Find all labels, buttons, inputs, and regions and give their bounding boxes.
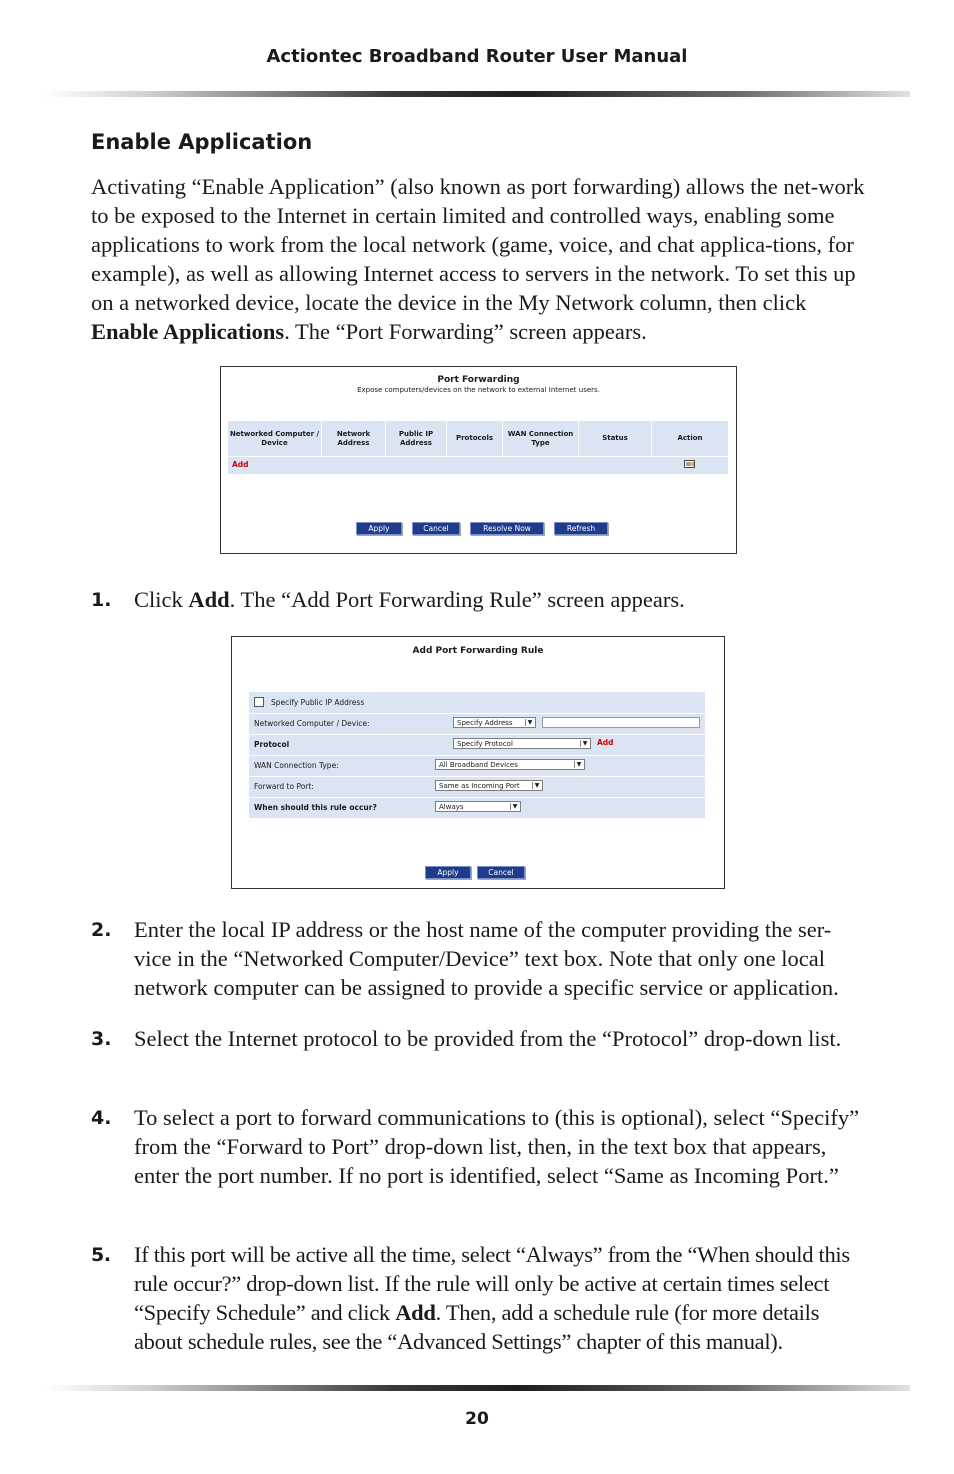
step-text: If this port will be active all the time, select “Always” from the “When should this rule occur?” drop-down list. If the rule will only be active at certain times select “Specify Schedule” and click Add. Then, add a schedule rule (for more details about schedule rules, see the “Advanced Settings” chapter of this manual).: [134, 1242, 850, 1354]
pf-col-wan: WAN Connection Type: [503, 421, 579, 456]
add-rule-screenshot: [231, 636, 725, 889]
apf-apply-button[interactable]: Apply: [425, 866, 471, 879]
port-forwarding-screenshot: [220, 366, 737, 554]
chevron-down-icon: ▼: [510, 803, 519, 810]
step-number: 4.: [91, 1107, 112, 1129]
step-text: To select a port to forward communications to (this is optional), select “Specify” from the “Forward to Port” drop-down list, then, in the text box that appears, enter the port number. If no port is identified, select “Same as Incoming Port.”: [134, 1105, 860, 1188]
step-number: 5.: [91, 1244, 111, 1266]
wan-select[interactable]: All Broadband Devices ▼: [435, 759, 585, 770]
protocol-add-link[interactable]: Add: [597, 738, 614, 747]
step-2: [91, 915, 866, 1002]
step-5: [91, 1240, 866, 1356]
pf-col-status: Status: [579, 421, 652, 456]
specify-public-ip-label: Specify Public IP Address: [271, 698, 365, 707]
pf-table: [228, 421, 728, 474]
apf-row-public-ip: [249, 692, 705, 714]
intro-bold: Enable Applications: [91, 319, 285, 344]
wan-label: WAN Connection Type:: [254, 761, 339, 770]
step-number: 3.: [91, 1028, 112, 1050]
protocol-label: Protocol: [254, 740, 290, 749]
step-text: Click Add. The “Add Port Forwarding Rule” screen appears.: [134, 587, 685, 612]
chevron-down-icon: ▼: [532, 782, 541, 789]
pf-col-protocols: Protocols: [447, 421, 503, 456]
pf-cancel-button[interactable]: Cancel: [412, 522, 460, 535]
apf-row-protocol: [249, 734, 705, 756]
intro-text-end: . The “Port Forwarding” screen appears.: [284, 319, 647, 344]
manual-title: Actiontec Broadband Router User Manual: [266, 46, 688, 67]
pf-resolve-now-button[interactable]: Resolve Now: [470, 522, 544, 535]
pf-col-networked: Networked Computer / Device: [228, 421, 322, 456]
step-1: [91, 585, 866, 614]
step-text: Select the Internet protocol to be provided from the “Protocol” drop-down list.: [134, 1026, 842, 1051]
forward-label: Forward to Port:: [254, 782, 314, 791]
forward-select[interactable]: Same as Incoming Port ▼: [435, 780, 543, 791]
apf-cancel-button[interactable]: Cancel: [477, 866, 525, 879]
pf-button-bar: [356, 522, 608, 535]
step-number: 1.: [91, 589, 112, 611]
specify-public-ip-checkbox[interactable]: [254, 697, 264, 707]
pf-col-network-address: Network Address: [322, 421, 386, 456]
intro-text: Activating “Enable Application” (also known as port forwarding) allows the net-work to be exposed to the Internet in certain limited and controlled ways, enabling some applications to work from the local network (game, voice, and chat applica-tions, for example), as well as allowing Internet access to servers in the network. To set this up on a networked device, locate the device in the My Network column, then click: [91, 174, 865, 315]
pf-subtitle: Expose computers/devices on the network to external Internet users.: [357, 386, 600, 394]
section-heading: Enable Application: [91, 130, 313, 154]
pf-col-public-ip: Public IP Address: [386, 421, 447, 456]
protocol-select[interactable]: Specify Protocol ▼: [453, 738, 591, 749]
when-select[interactable]: Always ▼: [435, 801, 521, 812]
header-divider: [45, 91, 910, 97]
networked-label: Networked Computer / Device:: [254, 719, 370, 728]
intro-paragraph: [91, 172, 871, 346]
networked-select[interactable]: Specify Address ▼: [453, 717, 536, 728]
apf-row-when: [249, 797, 705, 818]
page-number: 20: [465, 1409, 489, 1429]
pf-apply-button[interactable]: Apply: [356, 522, 402, 535]
step-text: Enter the local IP address or the host name of the computer providing the ser-vice in the “Networked Computer/Device” text box. Note that only one local network computer can be assigned to provide a specific service or application.: [134, 917, 839, 1000]
apf-button-bar: [425, 866, 525, 879]
apf-row-forward: [249, 776, 705, 798]
networked-text-input[interactable]: [542, 717, 700, 728]
chevron-down-icon: ▼: [525, 719, 534, 726]
chevron-down-icon: ▼: [574, 761, 583, 768]
apf-form: [249, 692, 705, 818]
apf-title: Add Port Forwarding Rule: [412, 646, 544, 656]
when-label: When should this rule occur?: [254, 803, 377, 812]
step-4: [91, 1103, 866, 1190]
pf-refresh-button[interactable]: Refresh: [554, 522, 608, 535]
step-3: [91, 1024, 866, 1053]
edit-icon[interactable]: [684, 460, 695, 468]
pf-title: Port Forwarding: [437, 375, 520, 385]
pf-add-link[interactable]: Add: [232, 460, 249, 469]
apf-row-wan: [249, 755, 705, 777]
footer-divider: [45, 1385, 910, 1391]
apf-row-networked: [249, 713, 705, 735]
chevron-down-icon: ▼: [580, 740, 589, 747]
pf-add-row: [228, 456, 728, 475]
step-number: 2.: [91, 919, 112, 941]
pf-col-action: Action: [677, 434, 703, 442]
